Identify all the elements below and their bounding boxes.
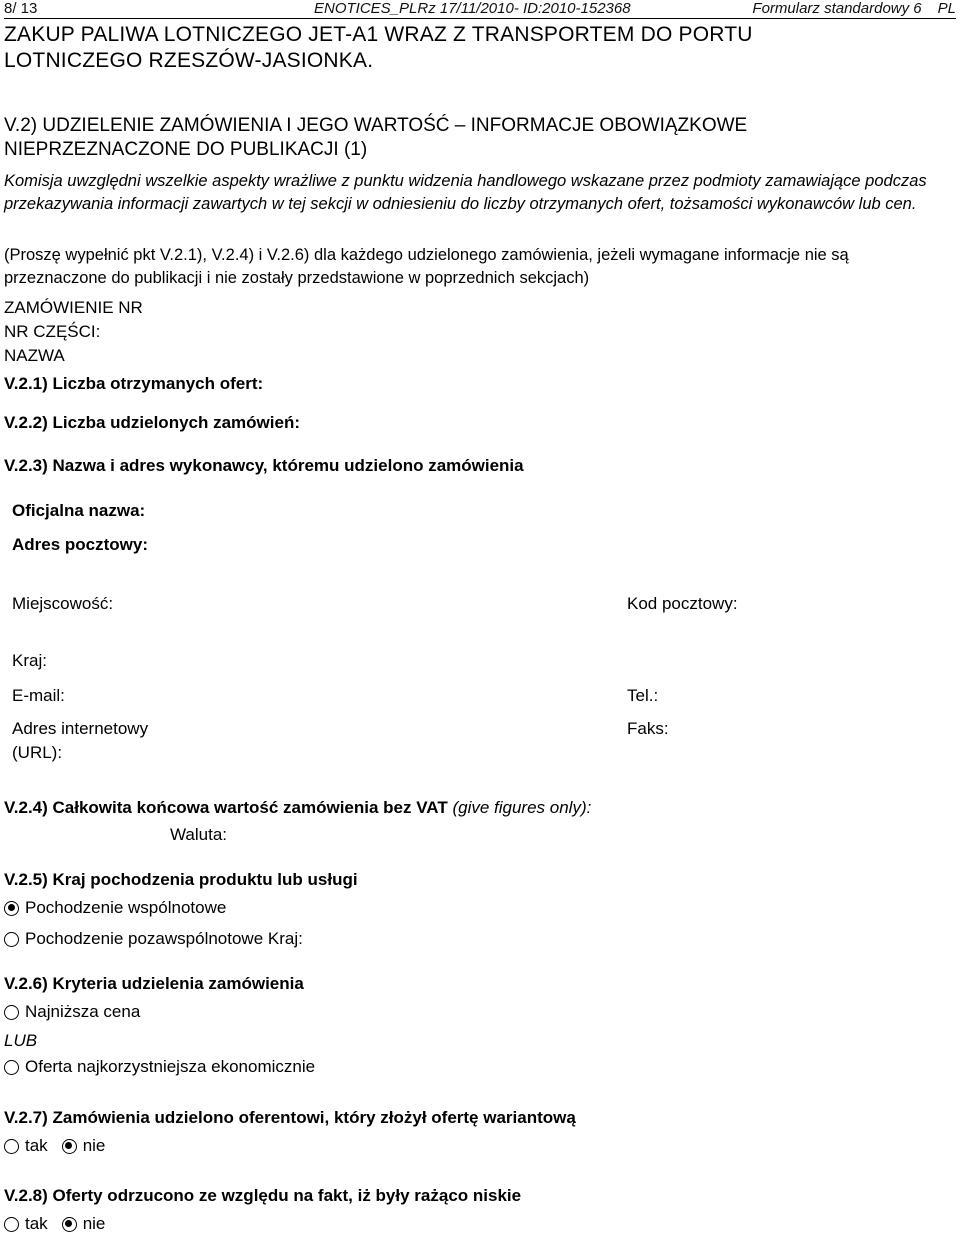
variant-yes-label: tak — [25, 1136, 48, 1155]
country-label: Kraj: — [12, 651, 47, 670]
postal-code-label: Kod pocztowy: — [627, 594, 738, 613]
contractor-heading: V.2.3) Nazwa i adres wykonawcy, któremu udzielono zamówienia — [4, 456, 524, 475]
radio-unchecked-icon[interactable] — [4, 1217, 19, 1232]
page-number: 8/ 13 — [4, 0, 38, 17]
email-label: E-mail: — [12, 686, 65, 705]
low-offers-yes-label: tak — [25, 1214, 48, 1233]
origin-heading: V.2.5) Kraj pochodzenia produktu lub usługi — [4, 870, 358, 889]
contract-name-label: NAZWA — [4, 346, 65, 365]
variant-yes-option[interactable] — [4, 1136, 48, 1156]
meat-option[interactable] — [4, 1057, 315, 1077]
low-offers-yes-option[interactable] — [4, 1214, 48, 1234]
contracts-awarded-label: V.2.2) Liczba udzielonych zamówień: — [4, 413, 300, 432]
language-code: PL — [937, 0, 956, 17]
radio-unchecked-icon[interactable] — [4, 1139, 19, 1154]
radio-unchecked-icon[interactable] — [4, 1005, 19, 1020]
low-offers-no-label: nie — [82, 1214, 106, 1233]
low-offers-options — [4, 1214, 105, 1234]
variant-no-label: nie — [82, 1136, 106, 1155]
lowest-price-option[interactable] — [4, 1002, 140, 1022]
tel-label: Tel.: — [627, 686, 659, 705]
url-label-line-1: Adres internetowy — [12, 719, 149, 738]
section-title-line-2: NIEPRZEZNACZONE DO PUBLIKACJI (1) — [4, 139, 368, 160]
origin-community-option[interactable] — [4, 898, 226, 918]
origin-non-community-label: Pochodzenie pozawspólnotowe Kraj: — [25, 929, 303, 948]
meat-label: Oferta najkorzystniejsza ekonomicznie — [25, 1057, 316, 1076]
total-value-heading — [4, 796, 591, 820]
official-name-label: Oficjalna nazwa: — [12, 501, 146, 520]
total-value-label: V.2.4) Całkowita końcowa wartość zamówienia bez VAT — [4, 798, 448, 817]
low-offers-no-option[interactable] — [62, 1214, 106, 1234]
or-label: LUB — [4, 1031, 38, 1050]
radio-checked-icon[interactable] — [62, 1139, 77, 1154]
form-name — [752, 0, 956, 17]
total-value-hint: (give figures only): — [452, 798, 592, 817]
form-name-text: Formularz standardowy 6 — [752, 0, 922, 17]
section-title — [4, 114, 944, 162]
title-line-1: ZAKUP PALIWA LOTNICZEGO JET-A1 WRAZ Z TRANSPORTEM DO PORTU — [4, 23, 753, 46]
title-line-2: LOTNICZEGO RZESZÓW-JASIONKA. — [4, 49, 374, 72]
header-rule — [4, 18, 956, 19]
offers-received-label: V.2.1) Liczba otrzymanych ofert: — [4, 374, 264, 393]
town-label: Miejscowość: — [12, 594, 114, 613]
variant-heading: V.2.7) Zamówienia udzielono oferentowi, który złożył ofertę wariantową — [4, 1108, 576, 1127]
lowest-price-label: Najniższa cena — [25, 1002, 141, 1021]
url-label-line-2: (URL): — [12, 743, 63, 762]
notice-reference: ENOTICES_PLRz 17/11/2010- ID:2010-152368 — [314, 0, 631, 17]
radio-unchecked-icon[interactable] — [4, 932, 19, 947]
contract-number-label: ZAMÓWIENIE NR — [4, 298, 143, 317]
radio-unchecked-icon[interactable] — [4, 1060, 19, 1075]
variant-no-option[interactable] — [62, 1136, 106, 1156]
commission-note: Komisja uwzględni wszelkie aspekty wrażliwe z punktu widzenia handlowego wskazane przez podmioty zamawiające podczas przekazywania informacji zawartych w tej sekcji w odniesieniu do liczby otrzymanych ofert, tożsamości wykonawców lub cen. — [4, 172, 927, 213]
currency-label: Waluta: — [170, 825, 228, 844]
award-criteria-heading: V.2.6) Kryteria udzielenia zamówienia — [4, 974, 304, 993]
page-header — [4, 0, 956, 20]
low-offers-heading: V.2.8) Oferty odrzucono ze względu na fakt, iż były rażąco niskie — [4, 1186, 522, 1205]
radio-checked-icon[interactable] — [62, 1217, 77, 1232]
document-title — [4, 22, 904, 74]
section-title-line-1: V.2) UDZIELENIE ZAMÓWIENIA I JEGO WARTOŚĆ – INFORMACJE OBOWIĄZKOWE — [4, 115, 748, 136]
variant-options — [4, 1136, 105, 1156]
fill-instruction: (Proszę wypełnić pkt V.2.1), V.2.4) i V.2.6) dla każdego udzielonego zamówienia, jeżeli wymagane informacje nie są przeznaczone do publikacji i nie zostały przedstawione w poprzednich sekcjach) — [4, 246, 849, 287]
origin-community-label: Pochodzenie wspólnotowe — [25, 898, 227, 917]
fax-label: Faks: — [627, 719, 669, 738]
lot-number-label: NR CZĘŚCI: — [4, 322, 101, 341]
postal-address-label: Adres pocztowy: — [12, 535, 149, 554]
radio-checked-icon[interactable] — [4, 901, 19, 916]
origin-non-community-option[interactable] — [4, 929, 303, 949]
url-label — [12, 717, 148, 765]
